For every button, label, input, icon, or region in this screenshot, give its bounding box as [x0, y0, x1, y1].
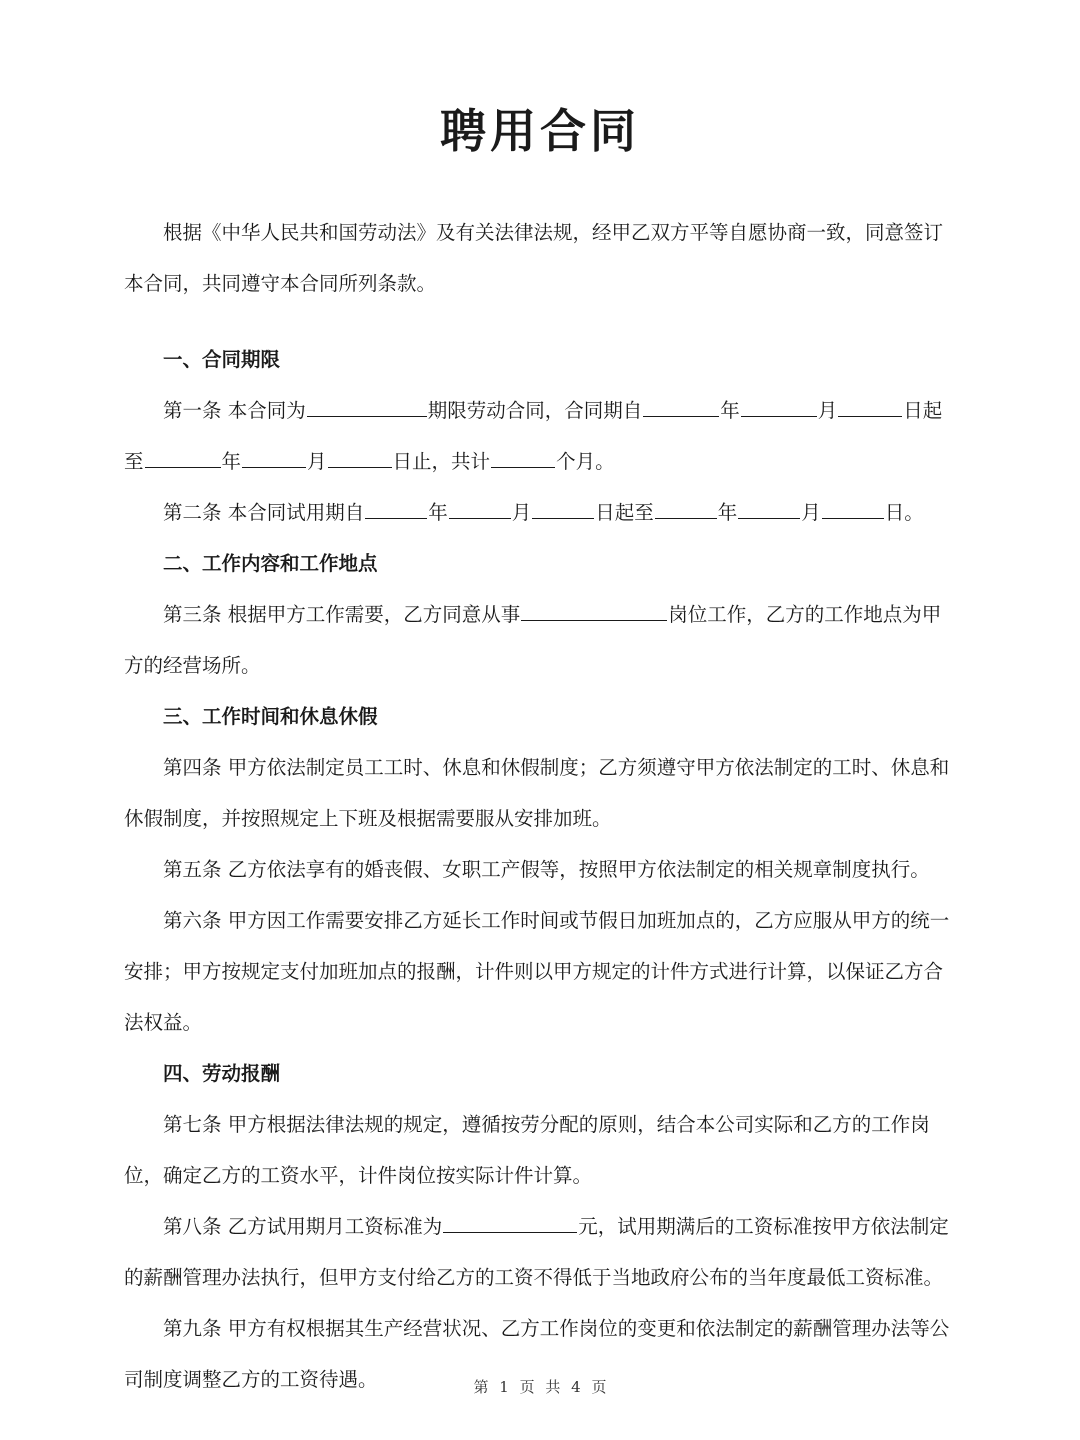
section-heading-hours: 三、工作时间和休息休假: [163, 705, 378, 728]
total-months-blank: [491, 449, 555, 468]
contract-type-blank: [307, 398, 427, 417]
end-day-blank: [328, 449, 392, 468]
probation-end-day-blank: [822, 500, 884, 519]
intro-paragraph: 根据《中华人民共和国劳动法》及有关法律法规，经甲乙双方平等自愿协商一致，同意签订本合同，共同遵守本合同所列条款。: [124, 221, 944, 295]
contract-body: [124, 334, 960, 1405]
probation-start-day-blank: [532, 500, 594, 519]
probation-end-year-blank: [655, 500, 717, 519]
article-8: 第八条 乙方试用期月工资标准为 元，试用期满后的工资标准按甲方依法制定的薪酬管理办法执行，但甲方支付给乙方的工资不得低于当地政府公布的当年度最低工资标准。: [124, 1215, 949, 1289]
probation-end-month-blank: [738, 500, 800, 519]
position-blank: [521, 602, 667, 621]
end-year-blank: [145, 449, 221, 468]
intro-block: [124, 207, 960, 309]
section-heading-term: 一、合同期限: [163, 348, 281, 371]
article-4: 第四条 甲方依法制定员工工时、休息和休假制度；乙方须遵守甲方依法制定的工时、休息和休假制度，并按照规定上下班及根据需要服从安排加班。: [124, 756, 950, 830]
start-year-blank: [643, 398, 719, 417]
article-7: 第七条 甲方根据法律法规的规定，遵循按劳分配的原则，结合本公司实际和乙方的工作岗位，确定乙方的工资水平，计件岗位按实际计件计算。: [124, 1113, 930, 1187]
article-2: 第二条 本合同试用期自 年 月 日起至 年 月 日。: [163, 501, 924, 524]
article-1: 第一条 本合同为 期限劳动合同，合同期自 年 月 日起至 年 月 日止，共计 个月。: [124, 399, 943, 473]
probation-start-month-blank: [449, 500, 511, 519]
start-day-blank: [838, 398, 902, 417]
article-9: 第九条 甲方有权根据其生产经营状况、乙方工作岗位的变更和依法制定的薪酬管理办法等公司制度调整乙方的工资待遇。: [124, 1317, 950, 1391]
start-month-blank: [741, 398, 817, 417]
probation-start-year-blank: [365, 500, 427, 519]
section-heading-pay: 四、劳动报酬: [163, 1062, 281, 1085]
probation-salary-blank: [443, 1214, 577, 1233]
article-3: 第三条 根据甲方工作需要，乙方同意从事 岗位工作，乙方的工作地点为甲方的经营场所。: [124, 603, 942, 677]
section-heading-work: 二、工作内容和工作地点: [163, 552, 378, 575]
end-month-blank: [242, 449, 306, 468]
document-title: 聘用合同: [440, 104, 640, 158]
page-number: 第 1 页 共 4 页: [473, 1378, 607, 1396]
article-5: 第五条 乙方依法享有的婚丧假、女职工产假等，按照甲方依法制定的相关规章制度执行。: [163, 858, 930, 881]
article-6: 第六条 甲方因工作需要安排乙方延长工作时间或节假日加班加点的，乙方应服从甲方的统一安排；甲方按规定支付加班加点的报酬，计件则以甲方规定的计件方式进行计算，以保证乙方合法权益。: [124, 909, 950, 1034]
